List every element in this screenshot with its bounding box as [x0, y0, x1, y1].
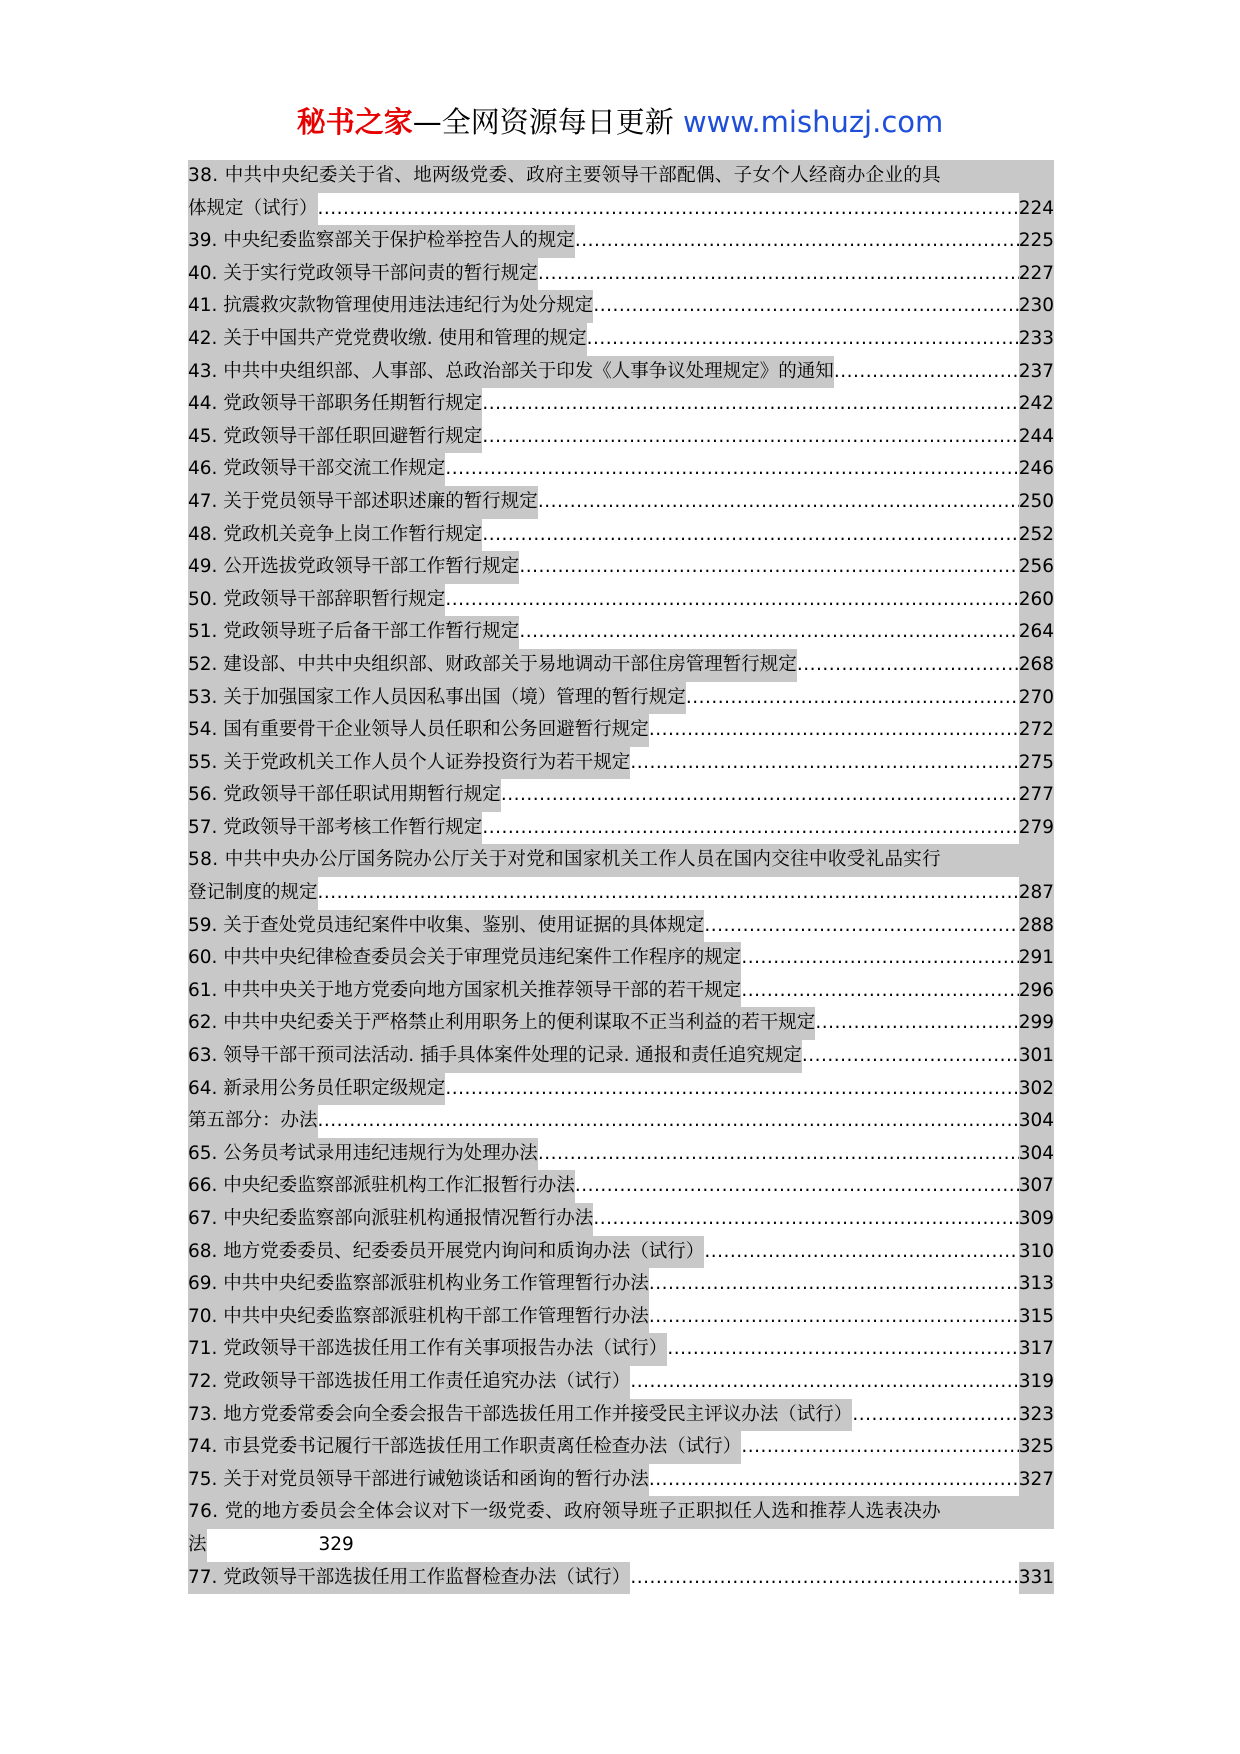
- toc-entry-page-number: 268: [1019, 649, 1054, 682]
- toc-entry[interactable]: [188, 1007, 1054, 1040]
- toc-entry[interactable]: [188, 1236, 1054, 1269]
- toc-entry[interactable]: [188, 942, 1054, 975]
- toc-entry-title: 48. 党政机关竞争上岗工作暂行规定: [188, 519, 482, 552]
- toc-entry[interactable]: [188, 584, 1054, 617]
- toc-dot-leader: [445, 584, 1018, 617]
- site-header: [0, 100, 1240, 144]
- toc-entry[interactable]: [188, 1366, 1054, 1399]
- toc-entry[interactable]: [188, 1333, 1054, 1366]
- toc-dot-leader: [593, 290, 1018, 323]
- toc-dot-leader: [519, 551, 1018, 584]
- toc-entry[interactable]: [188, 1562, 1054, 1595]
- toc-entry-title: 73. 地方党委常委会向全委会报告干部选拔任用工作并接受民主评议办法（试行）: [188, 1399, 852, 1432]
- toc-dot-leader: [445, 453, 1018, 486]
- site-url-link[interactable]: www.mishuzj.com: [673, 105, 944, 139]
- toc-entry[interactable]: [188, 844, 1054, 909]
- toc-entry-page-number: 233: [1019, 323, 1054, 356]
- toc-entry[interactable]: [188, 910, 1054, 943]
- toc-dot-leader: [834, 356, 1019, 389]
- toc-entry-title: 40. 关于实行党政领导干部问责的暂行规定: [188, 258, 538, 291]
- toc-entry-title-line: 58. 中共中央办公厅国务院办公厅关于对党和国家机关工作人员在国内交往中收受礼品实行: [188, 844, 1054, 877]
- toc-dot-leader: [445, 1073, 1018, 1106]
- toc-entry-page-number: 287: [1019, 877, 1054, 910]
- toc-dot-leader: [519, 616, 1018, 649]
- toc-dot-leader: [797, 649, 1019, 682]
- toc-entry-title: 71. 党政领导干部选拔任用工作有关事项报告办法（试行）: [188, 1333, 667, 1366]
- toc-entry-title: 54. 国有重要骨干企业领导人员任职和公务回避暂行规定: [188, 714, 649, 747]
- toc-dot-leader: [741, 942, 1018, 975]
- toc-dot-leader: [318, 1105, 1019, 1138]
- toc-entry-title: 44. 党政领导干部职务任期暂行规定: [188, 388, 482, 421]
- toc-dot-leader: [649, 1464, 1019, 1497]
- toc-entry[interactable]: [188, 779, 1054, 812]
- toc-entry-page-number: 329: [319, 1529, 354, 1562]
- toc-entry-title: 67. 中央纪委监察部向派驻机构通报情况暂行办法: [188, 1203, 593, 1236]
- toc-entry[interactable]: [188, 421, 1054, 454]
- toc-dot-leader: [538, 1138, 1019, 1171]
- toc-entry-page-number: 270: [1019, 682, 1054, 715]
- toc-entry[interactable]: [188, 453, 1054, 486]
- toc-entry[interactable]: [188, 1040, 1054, 1073]
- toc-entry-page-number: 279: [1019, 812, 1054, 845]
- toc-entry-page-number: 264: [1019, 616, 1054, 649]
- toc-entry[interactable]: [188, 225, 1054, 258]
- toc-entry[interactable]: [188, 519, 1054, 552]
- toc-entry-title: 46. 党政领导干部交流工作规定: [188, 453, 445, 486]
- toc-entry[interactable]: [188, 160, 1054, 225]
- toc-entry[interactable]: [188, 649, 1054, 682]
- toc-entry-page-number: 230: [1019, 290, 1054, 323]
- toc-dot-leader: [741, 975, 1018, 1008]
- toc-dot-leader: [815, 1007, 1018, 1040]
- toc-entry-page-number: 304: [1019, 1105, 1054, 1138]
- toc-entry[interactable]: [188, 812, 1054, 845]
- toc-entry-gap: [207, 1543, 319, 1562]
- toc-entry-page-number: 291: [1019, 942, 1054, 975]
- toc-dot-leader: [630, 1562, 1018, 1595]
- toc-entry[interactable]: [188, 975, 1054, 1008]
- toc-entry[interactable]: [188, 1138, 1054, 1171]
- toc-entry-page-number: 244: [1019, 421, 1054, 454]
- toc-entry-title-line: 76. 党的地方委员会全体会议对下一级党委、政府领导班子正职拟任人选和推荐人选表决办: [188, 1496, 1054, 1529]
- toc-dot-leader: [482, 812, 1018, 845]
- toc-dot-leader: [538, 486, 1019, 519]
- toc-entry-title: 64. 新录用公务员任职定级规定: [188, 1073, 445, 1106]
- toc-dot-leader: [482, 388, 1018, 421]
- toc-entry-title: 42. 关于中国共产党党费收缴. 使用和管理的规定: [188, 323, 587, 356]
- toc-entry[interactable]: [188, 1105, 1054, 1138]
- toc-entry-page-number: 277: [1019, 779, 1054, 812]
- toc-entry-page-number: 323: [1019, 1399, 1054, 1432]
- toc-dot-leader: [501, 779, 1019, 812]
- toc-entry-title: 66. 中央纪委监察部派驻机构工作汇报暂行办法: [188, 1170, 575, 1203]
- toc-entry-page-number: 304: [1019, 1138, 1054, 1171]
- toc-entry-title: 45. 党政领导干部任职回避暂行规定: [188, 421, 482, 454]
- toc-entry-title: 68. 地方党委委员、纪委委员开展党内询问和质询办法（试行）: [188, 1236, 704, 1269]
- toc-entry-page-number: 309: [1019, 1203, 1054, 1236]
- table-of-contents: [188, 160, 1054, 1594]
- toc-dot-leader: [704, 910, 1018, 943]
- header-tagline: —全网资源每日更新: [412, 105, 674, 139]
- toc-entry-page-number: 317: [1019, 1333, 1054, 1366]
- toc-dot-leader: [649, 714, 1019, 747]
- toc-entry-page-number: 250: [1019, 486, 1054, 519]
- toc-entry-page-number: 275: [1019, 747, 1054, 780]
- toc-entry-page-number: 331: [1019, 1562, 1054, 1595]
- toc-entry-page-number: 288: [1019, 910, 1054, 943]
- toc-entry-page-number: 313: [1019, 1268, 1054, 1301]
- toc-entry-title: 50. 党政领导干部辞职暂行规定: [188, 584, 445, 617]
- toc-dot-leader: [538, 258, 1019, 291]
- toc-dot-leader: [593, 1203, 1018, 1236]
- toc-entry-page-number: 242: [1019, 388, 1054, 421]
- toc-dot-leader: [318, 193, 1019, 226]
- toc-entry-page-number: 224: [1019, 193, 1054, 226]
- toc-entry-page-number: 302: [1019, 1073, 1054, 1106]
- toc-entry[interactable]: [188, 551, 1054, 584]
- toc-entry[interactable]: [188, 356, 1054, 389]
- toc-entry-title: 39. 中央纪委监察部关于保护检举控告人的规定: [188, 225, 575, 258]
- toc-entry-title: 51. 党政领导班子后备干部工作暂行规定: [188, 616, 519, 649]
- toc-entry-title: 59. 关于查处党员违纪案件中收集、鉴别、使用证据的具体规定: [188, 910, 704, 943]
- toc-dot-leader: [649, 1301, 1019, 1334]
- toc-entry-title: 53. 关于加强国家工作人员因私事出国（境）管理的暂行规定: [188, 682, 686, 715]
- toc-entry-page-number: 246: [1019, 453, 1054, 486]
- toc-entry-page-number: 237: [1019, 356, 1054, 389]
- toc-entry-page-number: 296: [1019, 975, 1054, 1008]
- toc-entry[interactable]: [188, 290, 1054, 323]
- toc-entry[interactable]: [188, 1203, 1054, 1236]
- toc-entry-title: 70. 中共中央纪委监察部派驻机构干部工作管理暂行办法: [188, 1301, 649, 1334]
- toc-entry-title: 77. 党政领导干部选拔任用工作监督检查办法（试行）: [188, 1562, 630, 1595]
- toc-entry-page-number: 225: [1019, 225, 1054, 258]
- toc-entry[interactable]: [188, 714, 1054, 747]
- toc-entry[interactable]: [188, 682, 1054, 715]
- toc-entry-title: 69. 中共中央纪委监察部派驻机构业务工作管理暂行办法: [188, 1268, 649, 1301]
- toc-entry-title: 56. 党政领导干部任职试用期暂行规定: [188, 779, 501, 812]
- toc-entry-page-number: 319: [1019, 1366, 1054, 1399]
- toc-entry-page-number: 227: [1019, 258, 1054, 291]
- toc-entry[interactable]: [188, 258, 1054, 291]
- toc-dot-leader: [318, 877, 1019, 910]
- toc-dot-leader: [802, 1040, 1019, 1073]
- toc-entry[interactable]: [188, 1399, 1054, 1432]
- toc-entry[interactable]: [188, 388, 1054, 421]
- toc-entry[interactable]: [188, 1268, 1054, 1301]
- toc-entry-title: 75. 关于对党员领导干部进行诫勉谈话和函询的暂行办法: [188, 1464, 649, 1497]
- toc-dot-leader: [630, 1366, 1018, 1399]
- toc-entry[interactable]: [188, 1464, 1054, 1497]
- toc-entry[interactable]: [188, 616, 1054, 649]
- toc-entry-title: 61. 中共中央关于地方党委向地方国家机关推荐领导干部的若干规定: [188, 975, 741, 1008]
- toc-entry-page-number: 327: [1019, 1464, 1054, 1497]
- toc-dot-leader: [482, 421, 1018, 454]
- toc-entry-page-number: 315: [1019, 1301, 1054, 1334]
- toc-entry[interactable]: [188, 1496, 1054, 1561]
- toc-entry-title: 43. 中共中央组织部、人事部、总政治部关于印发《人事争议处理规定》的通知: [188, 356, 834, 389]
- toc-entry[interactable]: [188, 747, 1054, 780]
- toc-entry-page-number: 310: [1019, 1236, 1054, 1269]
- brand-name: 秘书之家: [296, 105, 413, 139]
- toc-entry-title: 62. 中共中央纪委关于严格禁止利用职务上的便利谋取不正当利益的若干规定: [188, 1007, 815, 1040]
- toc-entry-page-number: 301: [1019, 1040, 1054, 1073]
- toc-entry-title-line: 38. 中共中央纪委关于省、地两级党委、政府主要领导干部配偶、子女个人经商办企业的具: [188, 160, 1054, 193]
- toc-dot-leader: [852, 1399, 1018, 1432]
- toc-entry-title: 体规定（试行）: [188, 193, 318, 226]
- toc-entry[interactable]: [188, 1170, 1054, 1203]
- toc-entry-title: 57. 党政领导干部考核工作暂行规定: [188, 812, 482, 845]
- toc-entry[interactable]: [188, 486, 1054, 519]
- toc-dot-leader: [587, 323, 1019, 356]
- toc-dot-leader: [649, 1268, 1019, 1301]
- toc-entry-page-number: 260: [1019, 584, 1054, 617]
- toc-dot-leader: [482, 519, 1018, 552]
- toc-dot-leader: [575, 1170, 1019, 1203]
- toc-dot-leader: [686, 682, 1019, 715]
- toc-entry-title: 55. 关于党政机关工作人员个人证券投资行为若干规定: [188, 747, 630, 780]
- toc-entry-title: 52. 建设部、中共中央组织部、财政部关于易地调动干部住房管理暂行规定: [188, 649, 797, 682]
- toc-entry-page-number: 325: [1019, 1431, 1054, 1464]
- toc-entry-title: 第五部分：办法: [188, 1105, 318, 1138]
- toc-entry-title: 49. 公开选拔党政领导干部工作暂行规定: [188, 551, 519, 584]
- toc-entry-page-number: 256: [1019, 551, 1054, 584]
- toc-entry-page-number: 307: [1019, 1170, 1054, 1203]
- toc-dot-leader: [704, 1236, 1018, 1269]
- toc-entry[interactable]: [188, 1073, 1054, 1106]
- toc-entry-title: 法: [188, 1529, 207, 1562]
- toc-entry-title: 74. 市县党委书记履行干部选拔任用工作职责离任检查办法（试行）: [188, 1431, 741, 1464]
- toc-entry-title: 60. 中共中央纪律检查委员会关于审理党员违纪案件工作程序的规定: [188, 942, 741, 975]
- toc-entry-page-number: 299: [1019, 1007, 1054, 1040]
- toc-entry-title: 47. 关于党员领导干部述职述廉的暂行规定: [188, 486, 538, 519]
- toc-entry-page-number: 252: [1019, 519, 1054, 552]
- toc-entry-title: 65. 公务员考试录用违纪违规行为处理办法: [188, 1138, 538, 1171]
- toc-entry-title: 41. 抗震救灾款物管理使用违法违纪行为处分规定: [188, 290, 593, 323]
- toc-dot-leader: [667, 1333, 1018, 1366]
- toc-entry-page-number: 272: [1019, 714, 1054, 747]
- toc-entry-title: 登记制度的规定: [188, 877, 318, 910]
- toc-dot-leader: [741, 1431, 1018, 1464]
- toc-dot-leader: [575, 225, 1019, 258]
- toc-entry[interactable]: [188, 1301, 1054, 1334]
- toc-entry[interactable]: [188, 1431, 1054, 1464]
- toc-entry[interactable]: [188, 323, 1054, 356]
- toc-entry-title: 72. 党政领导干部选拔任用工作责任追究办法（试行）: [188, 1366, 630, 1399]
- toc-dot-leader: [630, 747, 1018, 780]
- toc-entry-title: 63. 领导干部干预司法活动. 插手具体案件处理的记录. 通报和责任追究规定: [188, 1040, 802, 1073]
